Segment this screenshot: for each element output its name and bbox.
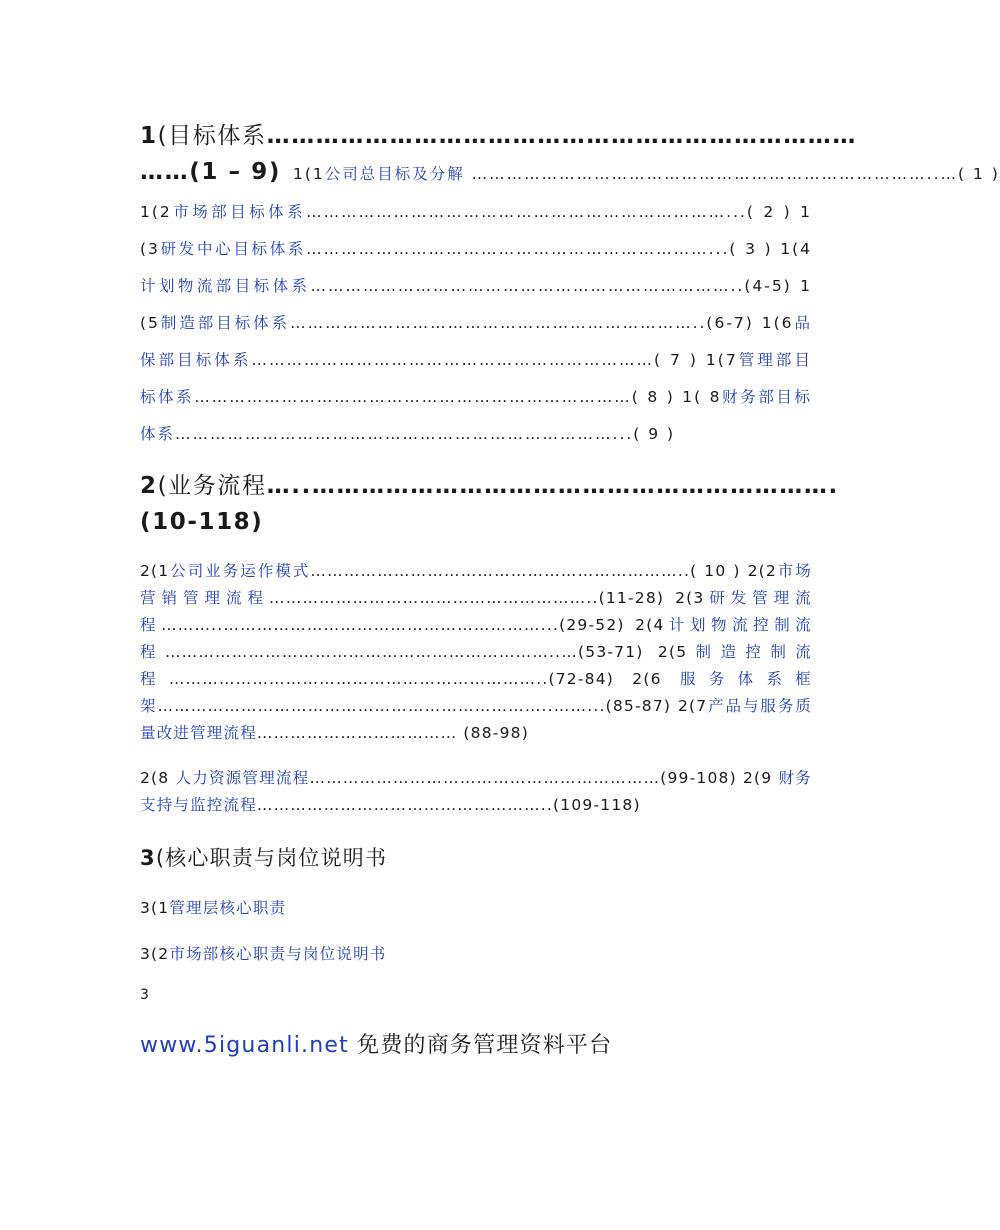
section2-title: (业务流程	[157, 473, 267, 499]
toc-entry[interactable]: 1(5制造部目标体系……………………………………………………………..(6-7)	[140, 277, 812, 332]
toc-link[interactable]: 市场营销管理流程	[140, 562, 812, 607]
section3-item[interactable]: 3(1管理层核心职责	[140, 899, 287, 917]
toc-link[interactable]: 公司总目标及分解	[324, 165, 465, 183]
toc-link[interactable]: 制造部目标体系	[159, 314, 291, 332]
section2-toc-cont	[140, 765, 812, 819]
footer-text: 免费的商务管理资料平台	[348, 1033, 613, 1058]
toc-entry[interactable]: 1(2市场部目标体系………………………………………………………………...( 2 )	[140, 203, 801, 221]
toc-link[interactable]: 产品与服务质量改进管理流程	[140, 697, 813, 742]
toc-link[interactable]: 管理层核心职责	[169, 899, 287, 917]
toc-entry[interactable]: 2(1公司业务运作模式…………………………………………………………..( 10 )	[140, 562, 748, 580]
section1-number: 1	[140, 123, 158, 149]
toc-entry[interactable]: 2(8 人力资源管理流程………………………………………………………(99-108)	[140, 769, 743, 787]
toc-entry[interactable]: 1( 8财务部目标体系…………………………………………………………………...( 9 )	[140, 388, 812, 443]
toc-entry[interactable]: 2(9 财务支持与监控流程……………………………………………..(109-118)	[140, 769, 812, 814]
section2-dots: …..……………………………………………………….	[266, 473, 839, 499]
toc-link[interactable]: 管理部目标体系	[140, 351, 812, 406]
toc-entry[interactable]: 1(6品保部目标体系……………………………………………………………( 7 )	[140, 314, 812, 369]
toc-entry[interactable]: 2(5制造控制流程…………………………………………………………..(72-84)	[140, 643, 813, 688]
toc-link[interactable]: 计划物流部目标体系	[140, 277, 311, 295]
toc-link[interactable]: 公司业务运作模式	[169, 562, 311, 580]
toc-entry[interactable]: 2(2市场营销管理流程…………………………………………………..(11-28)	[140, 562, 812, 607]
toc-link[interactable]: 品保部目标体系	[140, 314, 812, 369]
toc-entry[interactable]: 2(6 服务体系框架……………………………………………………………..……...(85-87)	[140, 670, 812, 715]
toc-link[interactable]: 研发管理流程	[140, 589, 812, 634]
toc-entry[interactable]: 2(7产品与服务质量改进管理流程……………………………… (88-98)	[140, 697, 813, 742]
toc-entry[interactable]: 1(7管理部目标体系…………………………………………………………………( 8 )	[140, 351, 812, 406]
toc-link[interactable]: 制造控制流程	[140, 643, 813, 688]
section2-number: 2	[140, 473, 158, 499]
section1-dots-cont: ……	[140, 159, 190, 185]
section1-heading	[140, 118, 1000, 192]
section2-range: (10-118)	[140, 509, 264, 535]
toc-link[interactable]: 计划物流控制流程	[140, 616, 813, 661]
section3-title: (核心职责与岗位说明书	[155, 846, 388, 870]
section1-dots: ………………………………………………………………	[266, 123, 857, 149]
toc-entry[interactable]: 2(3研发管理流程………..…………………………………………………...(29-52)	[140, 589, 812, 634]
section1-title: (目标体系	[157, 123, 267, 149]
section2-heading	[140, 468, 839, 540]
toc-link[interactable]: 财务部目标体系	[140, 388, 812, 443]
section1-toc	[140, 194, 812, 453]
toc-entry[interactable]: 1(3研发中心目标体系……………………………………………………………...( 3 )	[140, 203, 812, 258]
toc-link[interactable]: 研发中心目标体系	[159, 240, 307, 258]
toc-link[interactable]: 市场部核心职责与岗位说明书	[169, 945, 387, 963]
section1-range: (1 – 9)	[189, 159, 281, 185]
toc-entry[interactable]: 1(1公司总目标及分解 ……………………………………………………………………..…( 1 )	[292, 165, 1000, 183]
footer	[140, 1031, 612, 1061]
section3-item[interactable]: 3(2市场部核心职责与岗位说明书	[140, 945, 387, 963]
footer-link[interactable]: www.5iguanli.net	[140, 1033, 349, 1058]
toc-entry[interactable]: 2(4计划物流控制流程……………………………………………………………..…(53-71)	[140, 616, 813, 661]
section3-number: 3	[140, 846, 156, 870]
section2-toc	[140, 558, 812, 747]
section3-heading	[140, 843, 387, 873]
toc-link[interactable]: 财务支持与监控流程	[140, 769, 812, 814]
toc-link[interactable]: 人力资源管理流程	[175, 769, 310, 787]
page-number: 3	[140, 987, 149, 1003]
toc-link[interactable]: 服务体系框架	[140, 670, 812, 715]
toc-entry[interactable]: 1(4计划物流部目标体系………………………………………………………………..(4-5)	[140, 240, 812, 295]
toc-link[interactable]: 市场部目标体系	[171, 203, 307, 221]
